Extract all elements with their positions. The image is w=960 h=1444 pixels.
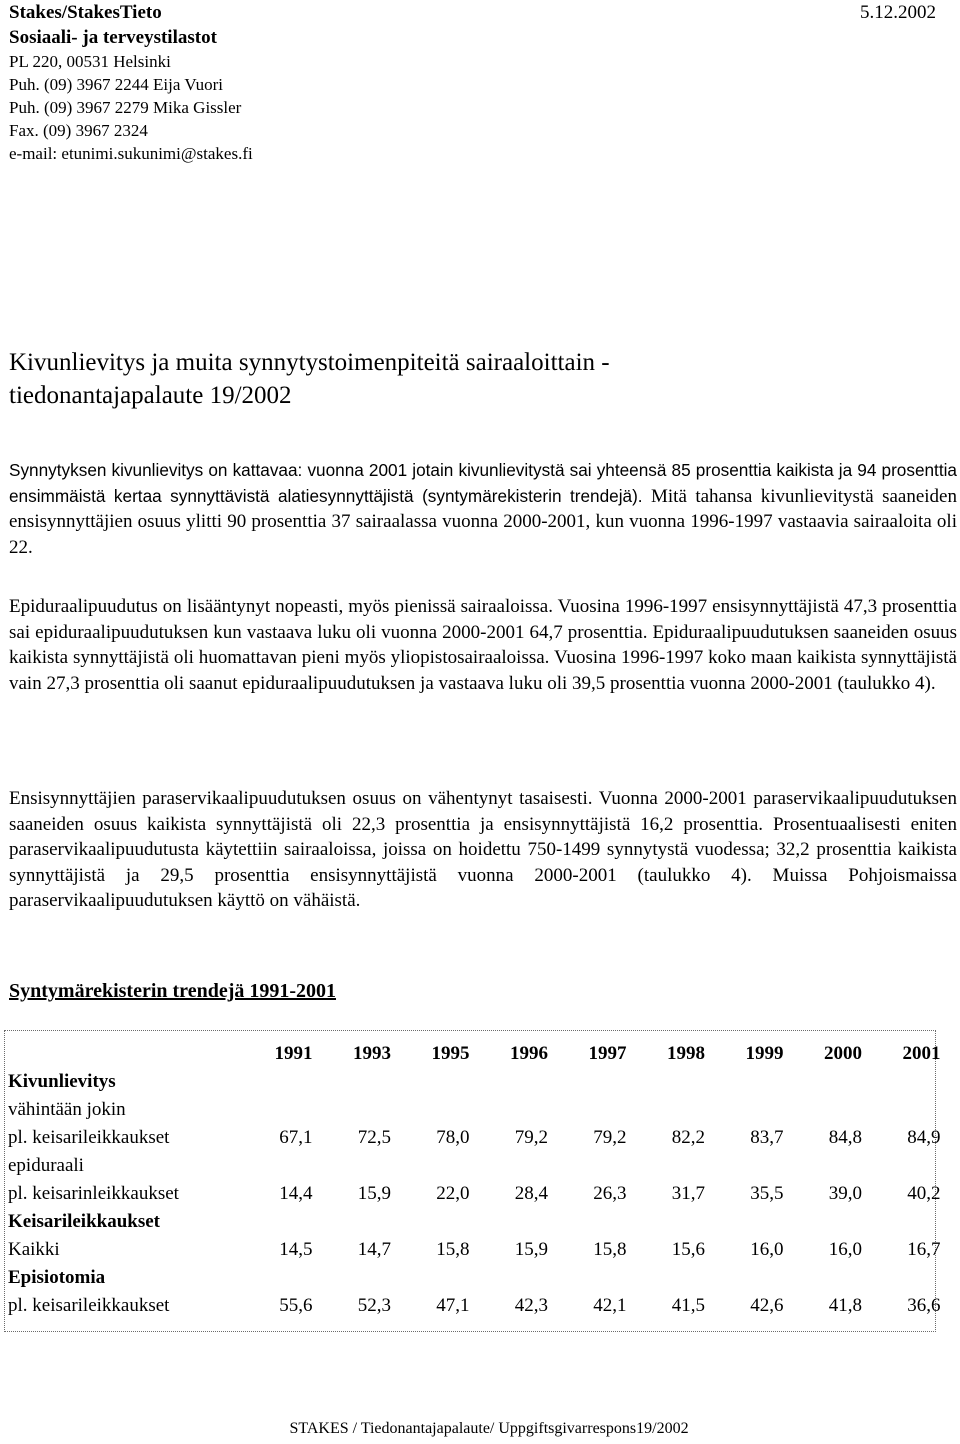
table-cell: 84,8 (828, 1127, 862, 1148)
table-subrow (8, 1096, 941, 1124)
table-group-row (8, 1264, 941, 1292)
table-cell: 15,6 (671, 1239, 705, 1260)
fax-line: Fax. (09) 3967 2324 (9, 121, 148, 140)
table-header-row (8, 1040, 941, 1068)
table-cell: 79,2 (593, 1127, 627, 1148)
table-cell: 15,8 (593, 1239, 627, 1260)
year-header: 1995 (431, 1043, 470, 1064)
table-cell: 82,2 (671, 1127, 705, 1148)
row-label: Kaikki (8, 1239, 60, 1260)
department-name: Sosiaali- ja terveystilastot (9, 27, 217, 48)
row-label: pl. keisarileikkaukset (8, 1127, 170, 1148)
sender-block (9, 0, 253, 165)
trend-table (8, 1040, 941, 1320)
org-name: Stakes/StakesTieto (9, 2, 162, 23)
table-row (8, 1236, 941, 1264)
year-header: 2001 (902, 1043, 941, 1064)
table-cell: 40,2 (907, 1183, 941, 1204)
table-cell: 79,2 (514, 1127, 548, 1148)
email-line: e-mail: etunimi.sukunimi@stakes.fi (9, 144, 253, 163)
table-cell: 15,9 (514, 1239, 548, 1260)
paragraph-1-sans-text: Synnytyksen kivunlievitys on kattavaa: vuonna 2001 jotain kivunlievitystä sai yhteensä 85 prosenttia kaikista ja 94 prosenttia ensimmäistä kertaa synnyttävistä alatiesynnyttäjistä (syntymärekisterin trendejä). (9, 460, 957, 506)
document-title (9, 346, 949, 412)
table-cell: 78,0 (436, 1127, 470, 1148)
table-row (8, 1292, 941, 1320)
table-cell: 47,1 (436, 1295, 470, 1316)
table-cell: 41,5 (671, 1295, 705, 1316)
section-title: Syntymärekisterin trendejä 1991-2001 (9, 980, 337, 1002)
paragraph-1-serif-text: Mitä tahansa kivunlievitystä saaneiden ensisynnyttäjien osuus ylitti 90 prosenttia 37 sairaalassa vuonna 2000-2001, kun vuonna 1996-1997 vastaavia sairaaloita oli 22. (9, 485, 957, 558)
table-cell: 72,5 (357, 1127, 391, 1148)
table-row (8, 1180, 941, 1208)
table-corner (8, 1040, 234, 1068)
group-label: Episiotomia (8, 1267, 106, 1288)
year-header: 1998 (667, 1043, 705, 1064)
row-label: pl. keisarinleikkaukset (8, 1183, 179, 1204)
year-header: 1996 (510, 1043, 548, 1064)
table-cell: 14,4 (279, 1183, 313, 1204)
year-header: 1997 (588, 1043, 627, 1064)
document-date: 5.12.2002 (860, 2, 936, 23)
title-line-2: tiedonantajapalaute 19/2002 (9, 382, 292, 409)
table-subrow (8, 1152, 941, 1180)
phone-line-2: Puh. (09) 3967 2279 Mika Gissler (9, 98, 242, 117)
paragraph-epidural: Epiduraalipuudutus on lisääntynyt nopeasti, myös pienissä sairaaloissa. Vuosina 1996-1997 ensisynnyttäjistä 47,3 prosenttia sai epiduraalipuudutuksen kun vastaava luku oli vuonna 2000-2001 64,7 prosenttia. Epiduraalipuudutuksen saaneiden osuus kaikista synnyttäjistä oli huomattavan pieni myös yliopistosairaaloissa. Vuosina 1996-1997 koko maan kaikista synnyttäjistä vain 27,3 prosenttia oli saanut epiduraalipuudutuksen ja vastaava luku oli 39,5 prosenttia vuonna 2000-2001 (taulukko 4). (9, 596, 957, 694)
table-cell: 31,7 (671, 1183, 705, 1204)
table-cell: 16,7 (907, 1239, 941, 1260)
page-footer: STAKES / Tiedonantajapalaute/ Uppgiftsgivarrespons19/2002 (289, 1420, 689, 1437)
table-cell: 36,6 (907, 1295, 941, 1316)
year-header: 1993 (353, 1043, 391, 1064)
row-sublabel: epiduraali (8, 1155, 84, 1176)
title-line-1: Kivunlievitys ja muita synnytystoimenpiteitä sairaaloittain - (9, 349, 610, 376)
table-cell: 16,0 (750, 1239, 784, 1260)
table-group-row (8, 1068, 941, 1096)
table-cell: 42,3 (514, 1295, 548, 1316)
paragraph-pain-relief (9, 458, 957, 560)
year-header: 2000 (824, 1043, 862, 1064)
table-cell: 28,4 (514, 1183, 548, 1204)
table-cell: 15,8 (436, 1239, 470, 1260)
table-cell: 14,5 (279, 1239, 313, 1260)
year-header: 1991 (274, 1043, 313, 1064)
table-group-row (8, 1208, 941, 1236)
table-cell: 15,9 (357, 1183, 391, 1204)
year-header: 1999 (745, 1043, 784, 1064)
table-cell: 16,0 (828, 1239, 862, 1260)
table-cell: 84,9 (907, 1127, 941, 1148)
row-sublabel: vähintään jokin (8, 1099, 126, 1120)
row-label: pl. keisarileikkaukset (8, 1295, 170, 1316)
table-cell: 14,7 (357, 1239, 391, 1260)
postal-address: PL 220, 00531 Helsinki (9, 52, 171, 71)
table-cell: 42,6 (750, 1295, 784, 1316)
paragraph-paracervical: Ensisynnyttäjien paraservikaalipuudutuksen osuus on vähentynyt tasaisesti. Vuonna 2000-2001 paraservikaalipuudutuksen saaneiden osuus kaikista synnyttäjistä oli 22,3 prosenttia ja ensisynnyttäjistä 16,2 prosenttia. Prosentuaalisesti eniten paraservikaalipuudutusta käytettiin sairaaloissa, joissa on hoidettu 750-1499 synnytystä vuodessa; 32,2 prosenttia kaikista synnyttäjistä ja 29,5 prosenttia ensisynnyttäjistä vuonna 2000-2001 (taulukko 4). Muissa Pohjoismaissa paraservikaalipuudutuksen käyttö on vähäistä. (9, 788, 957, 912)
table-cell: 52,3 (357, 1295, 391, 1316)
table-cell: 26,3 (593, 1183, 627, 1204)
group-label: Kivunlievitys (8, 1071, 116, 1092)
table-cell: 55,6 (279, 1295, 313, 1316)
table-cell: 41,8 (828, 1295, 862, 1316)
table-row (8, 1124, 941, 1152)
table-cell: 42,1 (593, 1295, 627, 1316)
table-cell: 35,5 (750, 1183, 784, 1204)
phone-line-1: Puh. (09) 3967 2244 Eija Vuori (9, 75, 223, 94)
table-cell: 39,0 (828, 1183, 862, 1204)
table-cell: 67,1 (279, 1127, 313, 1148)
group-label: Keisarileikkaukset (8, 1211, 161, 1232)
table-cell: 22,0 (436, 1183, 470, 1204)
table-cell: 83,7 (750, 1127, 784, 1148)
